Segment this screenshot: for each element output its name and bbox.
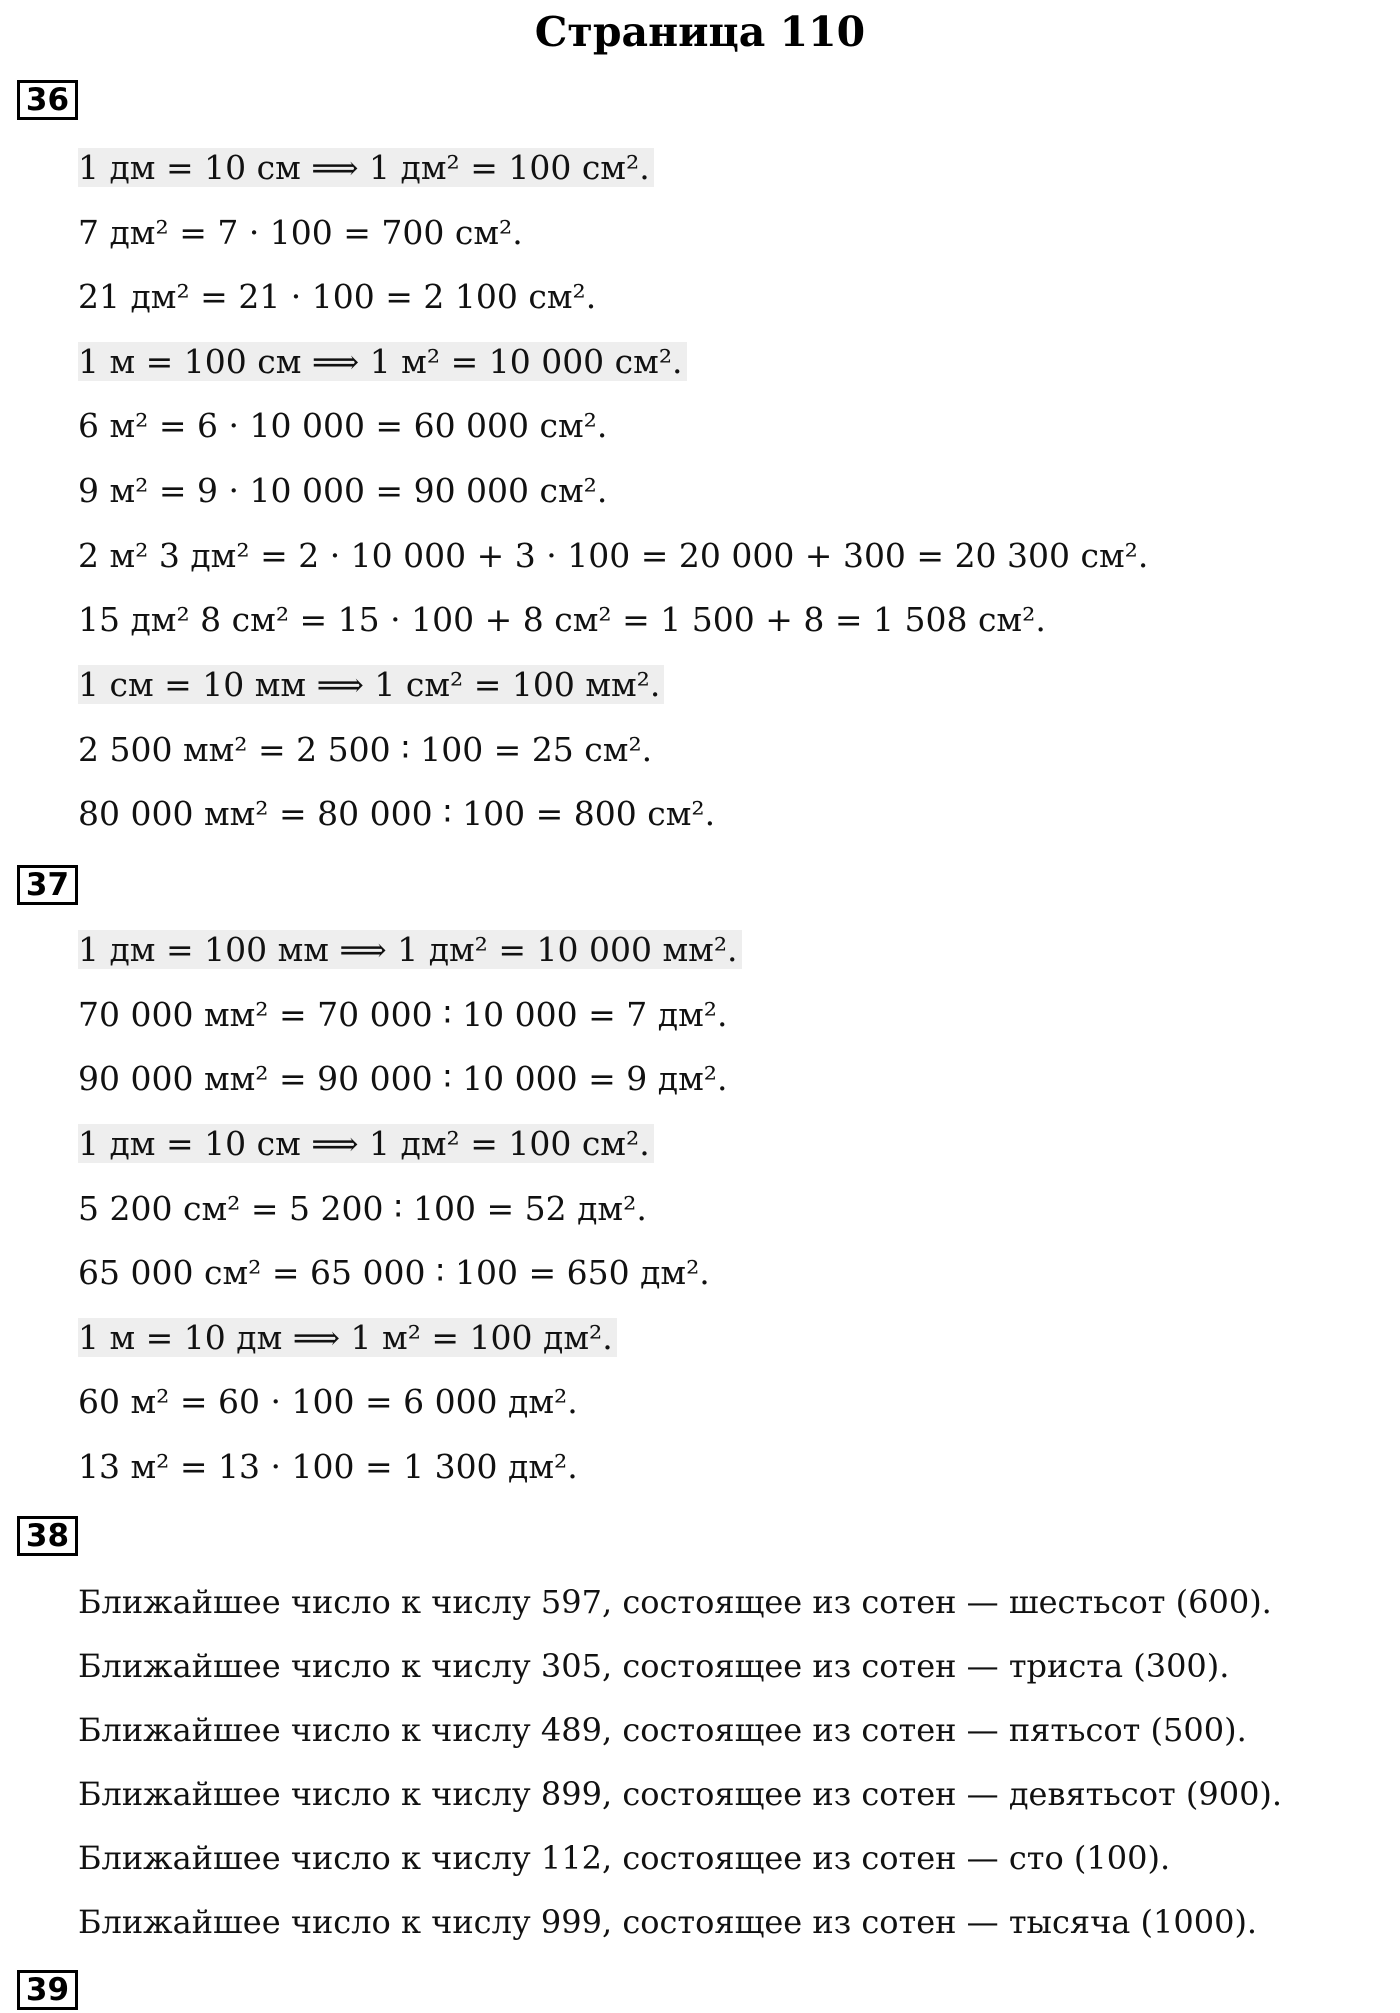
solution-line xyxy=(78,925,742,975)
solution-line xyxy=(78,660,664,710)
task-number-38: 38 xyxy=(17,1516,78,1556)
solution-line: 7 дм² = 7 · 100 = 700 см². xyxy=(78,213,523,252)
solution-line: 60 м² = 60 · 100 = 6 000 дм². xyxy=(78,1382,578,1421)
solution-line: 9 м² = 9 · 10 000 = 90 000 см². xyxy=(78,471,608,510)
rule-highlight: 1 дм = 10 см ⟹ 1 дм² = 100 см². xyxy=(78,1124,654,1163)
solution-line xyxy=(78,1313,617,1363)
solution-line: 70 000 мм² = 70 000 ∶ 10 000 = 7 дм². xyxy=(78,995,728,1034)
solution-line: Ближайшее число к числу 305, состоящее из сотен — триста (300). xyxy=(78,1647,1230,1685)
solution-line: 2 м² 3 дм² = 2 · 10 000 + 3 · 100 = 20 000 + 300 = 20 300 см². xyxy=(78,536,1149,575)
solution-line: 13 м² = 13 · 100 = 1 300 дм². xyxy=(78,1447,578,1486)
solution-line: Ближайшее число к числу 899, состоящее из сотен — девятьсот (900). xyxy=(78,1775,1283,1813)
rule-highlight: 1 дм = 10 см ⟹ 1 дм² = 100 см². xyxy=(78,148,654,187)
solution-line xyxy=(78,337,687,387)
solution-line: Ближайшее число к числу 489, состоящее из сотен — пятьсот (500). xyxy=(78,1711,1247,1749)
solution-line xyxy=(78,143,654,193)
solution-line: 90 000 мм² = 90 000 ∶ 10 000 = 9 дм². xyxy=(78,1059,728,1098)
task-number-39: 39 xyxy=(17,1970,78,2010)
solution-line: 6 м² = 6 · 10 000 = 60 000 см². xyxy=(78,406,608,445)
solution-line: Ближайшее число к числу 999, состоящее из сотен — тысяча (1000). xyxy=(78,1903,1258,1941)
solution-line: 2 500 мм² = 2 500 ∶ 100 = 25 см². xyxy=(78,730,653,769)
task-number-37: 37 xyxy=(17,865,78,905)
solution-line: 80 000 мм² = 80 000 ∶ 100 = 800 см². xyxy=(78,794,716,833)
solution-line: 65 000 см² = 65 000 ∶ 100 = 650 дм². xyxy=(78,1253,710,1292)
solution-line: Ближайшее число к числу 112, состоящее из сотен — сто (100). xyxy=(78,1839,1171,1877)
solution-line: 15 дм² 8 см² = 15 · 100 + 8 см² = 1 500 + 8 = 1 508 см². xyxy=(78,600,1046,639)
solution-line: 21 дм² = 21 · 100 = 2 100 см². xyxy=(78,277,597,316)
solution-line xyxy=(78,1119,654,1169)
task-number-36: 36 xyxy=(17,80,78,120)
rule-highlight: 1 дм = 100 мм ⟹ 1 дм² = 10 000 мм². xyxy=(78,930,742,969)
page-title: Страница 110 xyxy=(534,8,866,56)
rule-highlight: 1 м = 10 дм ⟹ 1 м² = 100 дм². xyxy=(78,1318,617,1357)
solution-line: Ближайшее число к числу 597, состоящее из сотен — шестьсот (600). xyxy=(78,1583,1272,1621)
rule-highlight: 1 м = 100 см ⟹ 1 м² = 10 000 см². xyxy=(78,342,687,381)
solution-line: 5 200 см² = 5 200 ∶ 100 = 52 дм². xyxy=(78,1189,647,1228)
rule-highlight: 1 см = 10 мм ⟹ 1 см² = 100 мм². xyxy=(78,665,664,704)
